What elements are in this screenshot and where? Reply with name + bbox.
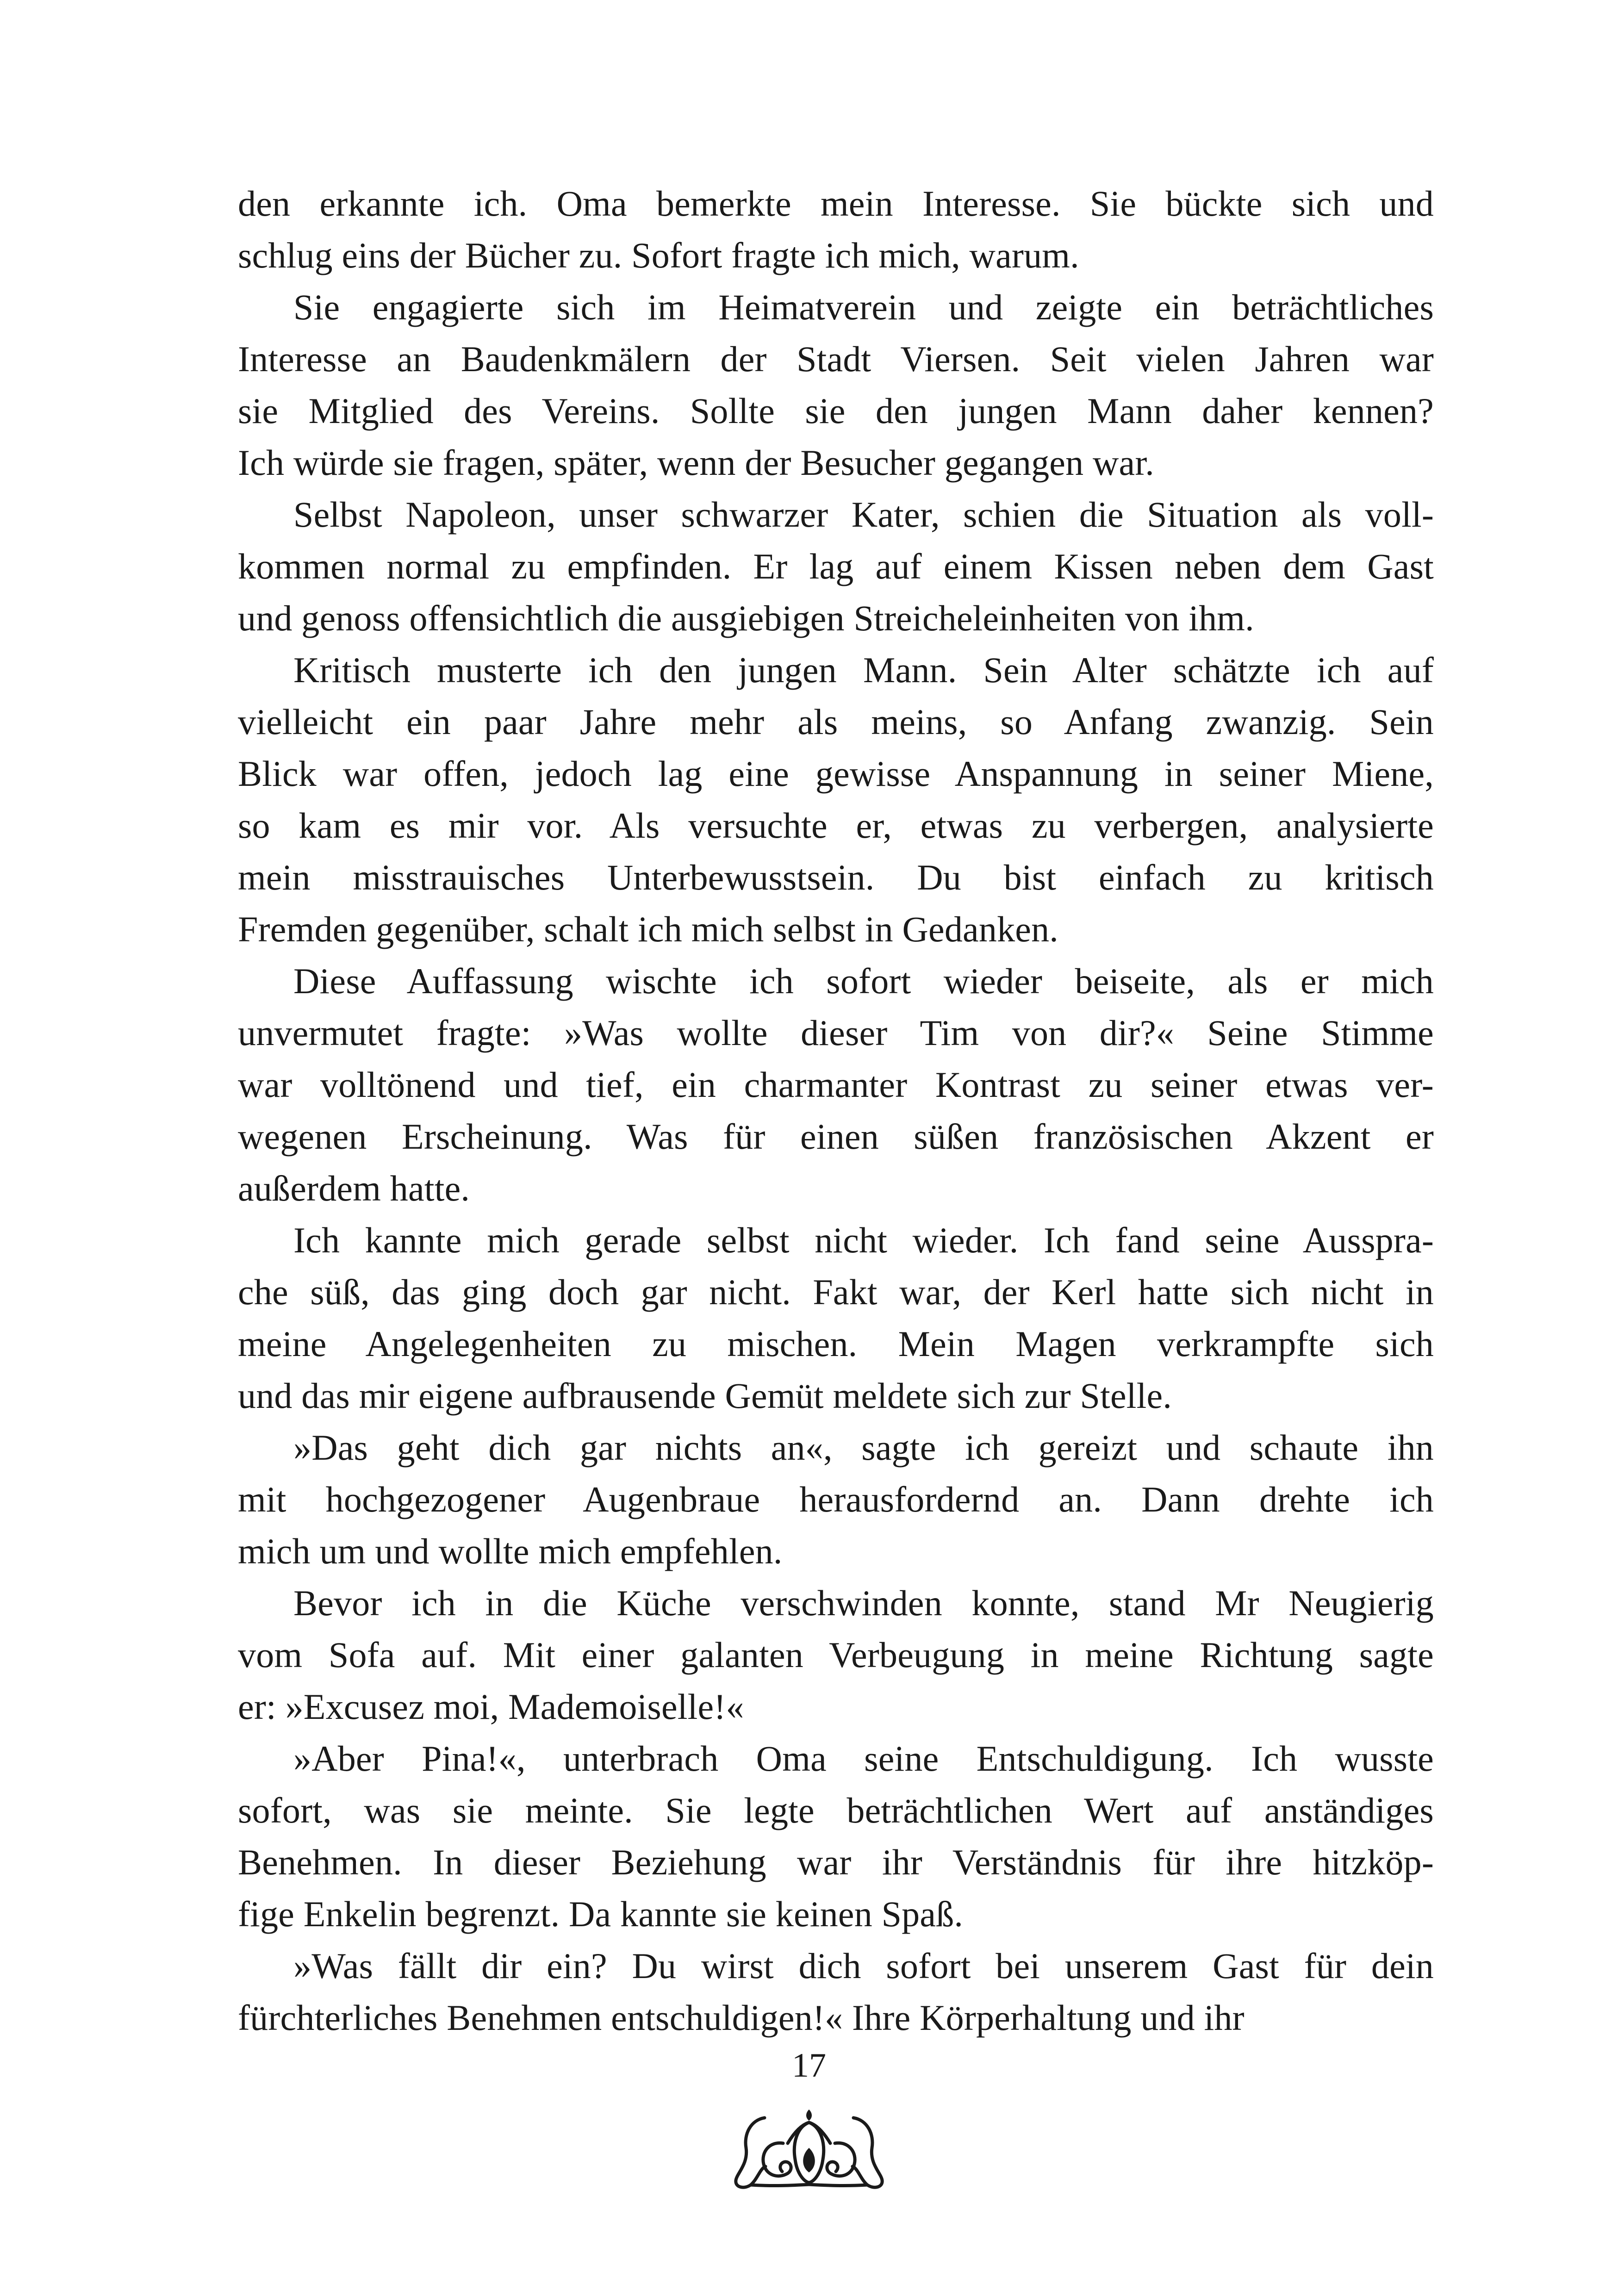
text-line: er: »Excusez moi, Mademoiselle!«: [238, 1686, 744, 1727]
text-line: unvermutet fragte: »Was wollte dieser Tim von dir?« Seine Stimme: [238, 1013, 1434, 1053]
text-line: schlug eins der Bücher zu. Sofort fragte ich mich, warum.: [238, 235, 1079, 275]
text-line: mein misstrauisches Unterbewusstsein. Du bist einfach zu kritisch: [238, 857, 1434, 897]
text-line: »Was fällt dir ein? Du wirst dich sofort bei unserem Gast für dein: [293, 1946, 1434, 1986]
text-line: kommen normal zu empfinden. Er lag auf einem Kissen neben dem Gast: [238, 546, 1434, 586]
text-line: »Das geht dich gar nichts an«, sagte ich gereizt und schaute ihn: [293, 1427, 1434, 1468]
decorative-flourish-icon: [732, 2099, 886, 2192]
text-line: che süß, das ging doch gar nicht. Fakt war, der Kerl hatte sich nicht in: [238, 1272, 1434, 1312]
text-line: außerdem hatte.: [238, 1168, 470, 1208]
text-line: und das mir eigene aufbrausende Gemüt meldete sich zur Stelle.: [238, 1375, 1172, 1416]
paragraph: [238, 1214, 1434, 1422]
text-line: vielleicht ein paar Jahre mehr als meins, so Anfang zwanzig. Sein: [238, 702, 1434, 742]
text-line: Ich kannte mich gerade selbst nicht wieder. Ich fand seine Ausspra-: [293, 1220, 1434, 1260]
paragraph: [238, 281, 1434, 489]
text-line: so kam es mir vor. Als versuchte er, etwas zu verbergen, analysierte: [238, 805, 1434, 846]
text-line: war volltönend und tief, ein charmanter Kontrast zu seiner etwas ver-: [238, 1064, 1434, 1105]
text-line: mich um und wollte mich empfehlen.: [238, 1531, 783, 1571]
text-line: vom Sofa auf. Mit einer galanten Verbeugung in meine Richtung sagte: [238, 1635, 1434, 1675]
text-line: »Aber Pina!«, unterbrach Oma seine Entschuldigung. Ich wusste: [293, 1738, 1434, 1779]
paragraph: [238, 644, 1434, 955]
text-line: Diese Auffassung wischte ich sofort wieder beiseite, als er mich: [293, 961, 1434, 1001]
text-line: mit hochgezogener Augenbraue herausfordernd an. Dann drehte ich: [238, 1479, 1434, 1519]
paragraph: [238, 1733, 1434, 1940]
text-line: Kritisch musterte ich den jungen Mann. Sein Alter schätzte ich auf: [293, 650, 1434, 690]
text-line: Selbst Napoleon, unser schwarzer Kater, schien die Situation als voll-: [293, 494, 1434, 535]
paragraph: [238, 955, 1434, 1214]
paragraph: [238, 489, 1434, 644]
text-line: sofort, was sie meinte. Sie legte beträchtlichen Wert auf anständiges: [238, 1790, 1434, 1830]
paragraph: [238, 1940, 1434, 2044]
text-line: wegenen Erscheinung. Was für einen süßen französischen Akzent er: [238, 1116, 1434, 1157]
text-line: Fremden gegenüber, schalt ich mich selbst in Gedanken.: [238, 909, 1058, 949]
page-number: 17: [792, 2047, 826, 2084]
text-line: fige Enkelin begrenzt. Da kannte sie keinen Spaß.: [238, 1894, 964, 1934]
paragraph: [238, 1577, 1434, 1733]
text-line: und genoss offensichtlich die ausgiebigen Streicheleinheiten von ihm.: [238, 598, 1254, 638]
paragraph: [238, 1422, 1434, 1577]
text-line: Benehmen. In dieser Beziehung war ihr Verständnis für ihre hitzköp-: [238, 1842, 1434, 1882]
text-line: sie Mitglied des Vereins. Sollte sie den jungen Mann daher kennen?: [238, 391, 1434, 431]
text-line: Bevor ich in die Küche verschwinden konnte, stand Mr Neugierig: [293, 1583, 1434, 1623]
text-line: Sie engagierte sich im Heimatverein und zeigte ein beträchtliches: [293, 287, 1434, 327]
paragraph: [238, 178, 1434, 281]
text-line: den erkannte ich. Oma bemerkte mein Interesse. Sie bückte sich und: [238, 183, 1434, 224]
text-line: Ich würde sie fragen, später, wenn der Besucher gegangen war.: [238, 442, 1154, 483]
text-line: Blick war offen, jedoch lag eine gewisse Anspannung in seiner Miene,: [238, 753, 1434, 794]
text-line: Interesse an Baudenkmälern der Stadt Viersen. Seit vielen Jahren war: [238, 339, 1434, 379]
text-line: fürchterliches Benehmen entschuldigen!« Ihre Körperhaltung und ihr: [238, 1997, 1245, 2038]
body-text: [238, 178, 1434, 2044]
text-line: meine Angelegenheiten zu mischen. Mein Magen verkrampfte sich: [238, 1324, 1434, 1364]
